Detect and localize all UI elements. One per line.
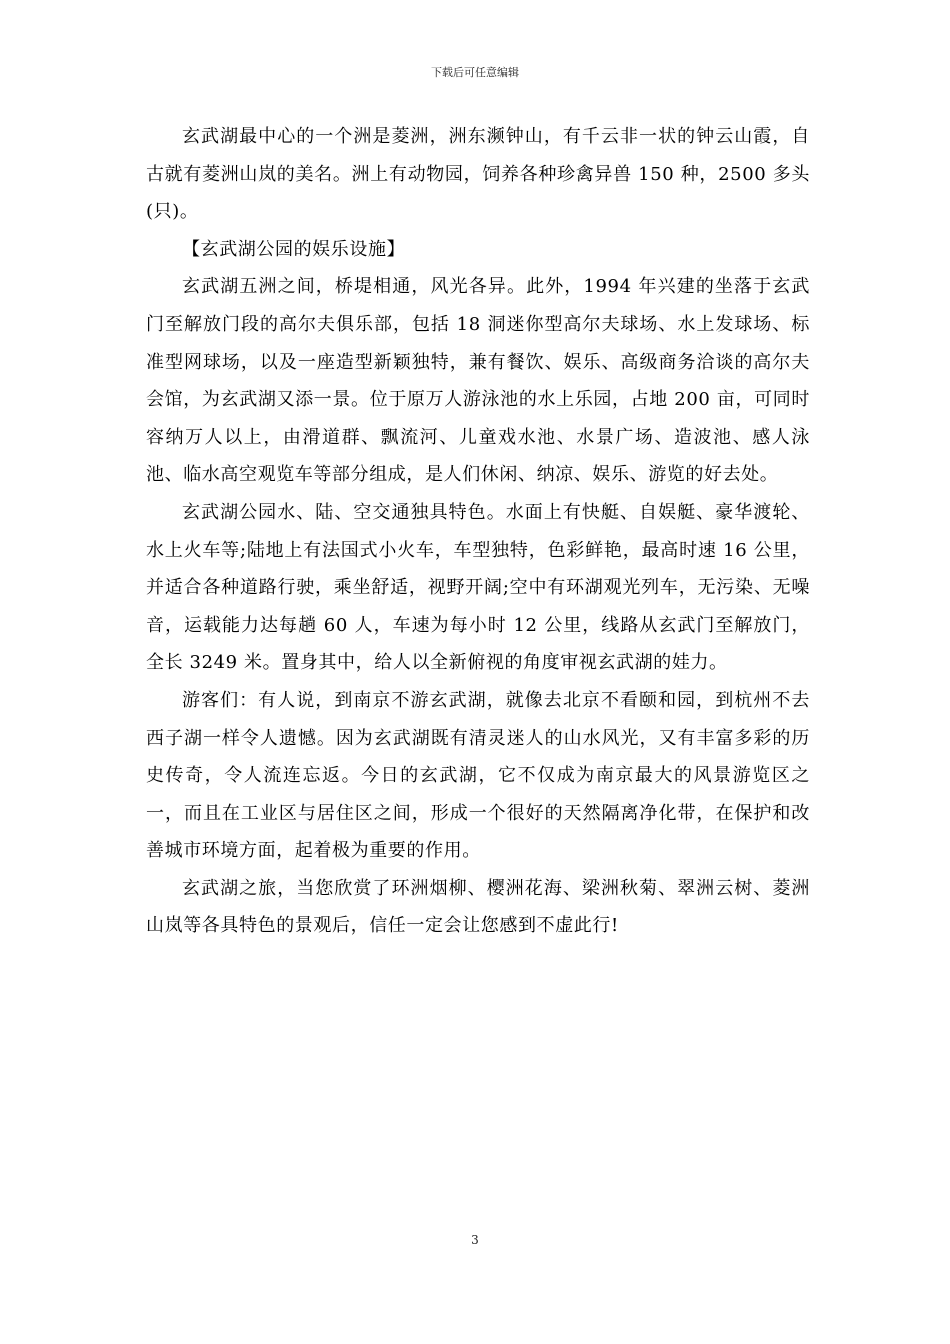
paragraph-lingzhou: 玄武湖最中心的一个洲是菱洲，洲东濒钟山，有千云非一状的钟云山霞，自古就有菱洲山岚的美名。洲上有动物园，饲养各种珍禽异兽 150 种，2500 多头(只)。 bbox=[146, 126, 810, 223]
page-number: 3 bbox=[471, 1233, 479, 1247]
section-heading-entertainment: 【玄武湖公园的娱乐设施】 bbox=[182, 238, 406, 260]
page-header: 下载后可任意编辑 bbox=[431, 66, 519, 79]
paragraph-visitors: 游客们：有人说，到南京不游玄武湖，就像去北京不看颐和园，到杭州不去西子湖一样令人遗憾。因为玄武湖既有清灵迷人的山水风光，又有丰富多彩的历史传奇，令人流连忘返。今日的玄武湖，它不仅成为南京最大的风景游览区之一，而且在工业区与居住区之间，形成一个很好的天然隔离净化带，在保护和改善城市环境方面，起着极为重要的作用。 bbox=[146, 689, 810, 862]
document-body bbox=[146, 118, 810, 945]
paragraph-transport: 玄武湖公园水、陆、空交通独具特色。水面上有快艇、自娱艇、豪华渡轮、水上火车等;陆地上有法国式小火车，车型独特，色彩鲜艳，最高时速 16 公里，并适合各种道路行驶，乘坐舒适，视野开阔;空中有环湖观光列车，无污染、无噪音，运载能力达每趟 60 人，车速为每小时 12 公里，线路从玄武门至解放门，全长 3249 米。置身其中，给人以全新俯视的角度审视玄武湖的娃力。 bbox=[146, 501, 810, 674]
paragraph-facilities: 玄武湖五洲之间，桥堤相通，风光各异。此外，1994 年兴建的坐落于玄武门至解放门段的高尔夫俱乐部，包括 18 洞迷你型高尔夫球场、水上发球场、标准型网球场，以及一座造型新颖独特，兼有餐饮、娱乐、高级商务洽谈的高尔夫会馆，为玄武湖又添一景。位于原万人游泳池的水上乐园，占地 200 亩，可同时容纳万人以上，由滑道群、飘流河、儿童戏水池、水景广场、造波池、感人泳池、临水高空观览车等部分组成，是人们休闲、纳凉、娱乐、游览的好去处。 bbox=[146, 276, 810, 486]
paragraph-conclusion: 玄武湖之旅，当您欣赏了环洲烟柳、樱洲花海、梁洲秋菊、翠洲云树、菱洲山岚等各具特色的景观后，信任一定会让您感到不虚此行! bbox=[146, 877, 810, 937]
